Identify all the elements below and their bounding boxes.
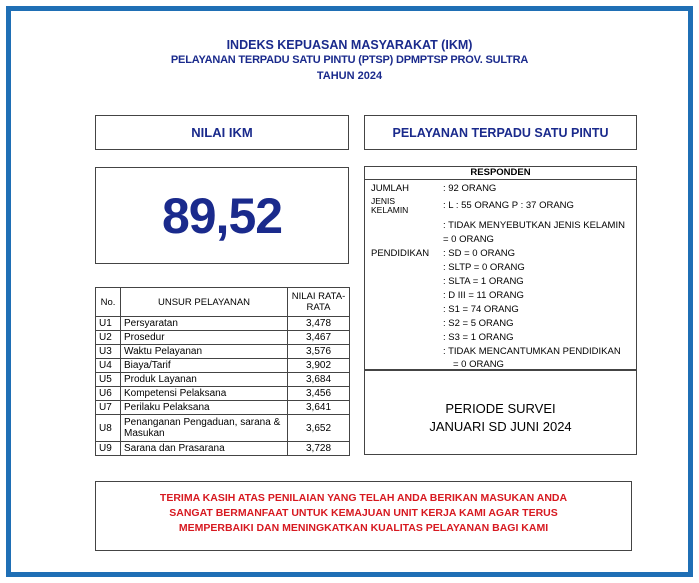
table-row <box>96 317 350 331</box>
header-nilai: NILAI RATA-RATA <box>288 288 350 317</box>
row-name: Penanganan Pengaduan, sarana & Masukan <box>121 415 288 442</box>
responden-panel <box>364 166 637 370</box>
row-code: U6 <box>96 387 121 401</box>
jenis-other-2: = 0 ORANG <box>443 234 494 245</box>
table-header-row <box>96 288 350 317</box>
document-title: INDEKS KEPUASAN MASYARAKAT (IKM) <box>226 38 473 52</box>
pendidikan-other-2: = 0 ORANG <box>453 359 504 370</box>
table-row <box>96 387 350 401</box>
row-code: U7 <box>96 401 121 415</box>
row-code: U1 <box>96 317 121 331</box>
jenis-label-2: KELAMIN <box>371 205 409 215</box>
pendidikan-item: : S3 = 1 ORANG <box>443 332 514 343</box>
thanks-line-2: SANGAT BERMANFAAT UNTUK KEMAJUAN UNIT KERJA KAMI AGAR TERUS <box>169 507 558 519</box>
jumlah-label: JUMLAH <box>371 183 410 194</box>
row-code: U9 <box>96 442 121 456</box>
periode-title: PERIODE SURVEI <box>445 401 556 416</box>
row-value: 3,467 <box>288 331 350 345</box>
document-year: TAHUN 2024 <box>316 70 383 82</box>
row-code: U4 <box>96 359 121 373</box>
responden-title: RESPONDEN <box>365 167 636 180</box>
header-no: No. <box>96 288 121 317</box>
unsur-table <box>95 287 350 456</box>
jumlah-value: : 92 ORANG <box>443 183 497 194</box>
nilai-ikm-title: NILAI IKM <box>95 115 349 150</box>
pendidikan-item: : SD = 0 ORANG <box>443 248 516 259</box>
service-title: PELAYANAN TERPADU SATU PINTU <box>364 115 637 150</box>
row-name: Kompetensi Pelaksana <box>121 387 288 401</box>
table-row <box>96 442 350 456</box>
row-value: 3,641 <box>288 401 350 415</box>
row-value: 3,478 <box>288 317 350 331</box>
row-code: U3 <box>96 345 121 359</box>
row-name: Persyaratan <box>121 317 288 331</box>
table-row <box>96 345 350 359</box>
table-row <box>96 401 350 415</box>
row-value: 3,576 <box>288 345 350 359</box>
pendidikan-item: : S2 = 5 ORANG <box>443 318 514 329</box>
pendidikan-other-1: : TIDAK MENCANTUMKAN PENDIDIKAN <box>443 346 621 357</box>
row-code: U2 <box>96 331 121 345</box>
row-name: Sarana dan Prasarana <box>121 442 288 456</box>
row-value: 3,902 <box>288 359 350 373</box>
pendidikan-label: PENDIDIKAN <box>371 248 430 259</box>
row-name: Waktu Pelayanan <box>121 345 288 359</box>
jenis-other-1: : TIDAK MENYEBUTKAN JENIS KELAMIN <box>443 220 625 231</box>
thanks-line-3: MEMPERBAIKI DAN MENINGKATKAN KUALITAS PELAYANAN BAGI KAMI <box>178 522 549 534</box>
pendidikan-item: : SLTA = 1 ORANG <box>443 276 524 287</box>
thanks-message <box>95 481 632 551</box>
row-value: 3,456 <box>288 387 350 401</box>
table-row <box>96 415 350 442</box>
row-name: Perilaku Pelaksana <box>121 401 288 415</box>
row-value: 3,652 <box>288 415 350 442</box>
periode-box <box>364 370 637 455</box>
row-code: U8 <box>96 415 121 442</box>
row-value: 3,728 <box>288 442 350 456</box>
table-row <box>96 373 350 387</box>
row-name: Prosedur <box>121 331 288 345</box>
row-name: Biaya/Tarif <box>121 359 288 373</box>
ikm-score: 89,52 <box>161 187 283 244</box>
pendidikan-item: : D III = 11 ORANG <box>443 290 524 301</box>
table-row <box>96 359 350 373</box>
table-row <box>96 331 350 345</box>
row-name: Produk Layanan <box>121 373 288 387</box>
document-subtitle: PELAYANAN TERPADU SATU PINTU (PTSP) DPMPTSP PROV. SULTRA <box>170 54 529 66</box>
jenis-label-1: JENIS <box>371 196 396 206</box>
jenis-value: : L : 55 ORANG P : 37 ORANG <box>443 200 574 211</box>
header-unsur: UNSUR PELAYANAN <box>121 288 288 317</box>
thanks-line-1: TERIMA KASIH ATAS PENILAIAN YANG TELAH ANDA BERIKAN MASUKAN ANDA <box>159 492 568 504</box>
pendidikan-item: : S1 = 74 ORANG <box>443 304 519 315</box>
periode-range: JANUARI SD JUNI 2024 <box>429 419 572 434</box>
row-code: U5 <box>96 373 121 387</box>
score-box <box>95 167 349 264</box>
row-value: 3,684 <box>288 373 350 387</box>
pendidikan-item: : SLTP = 0 ORANG <box>443 262 525 273</box>
